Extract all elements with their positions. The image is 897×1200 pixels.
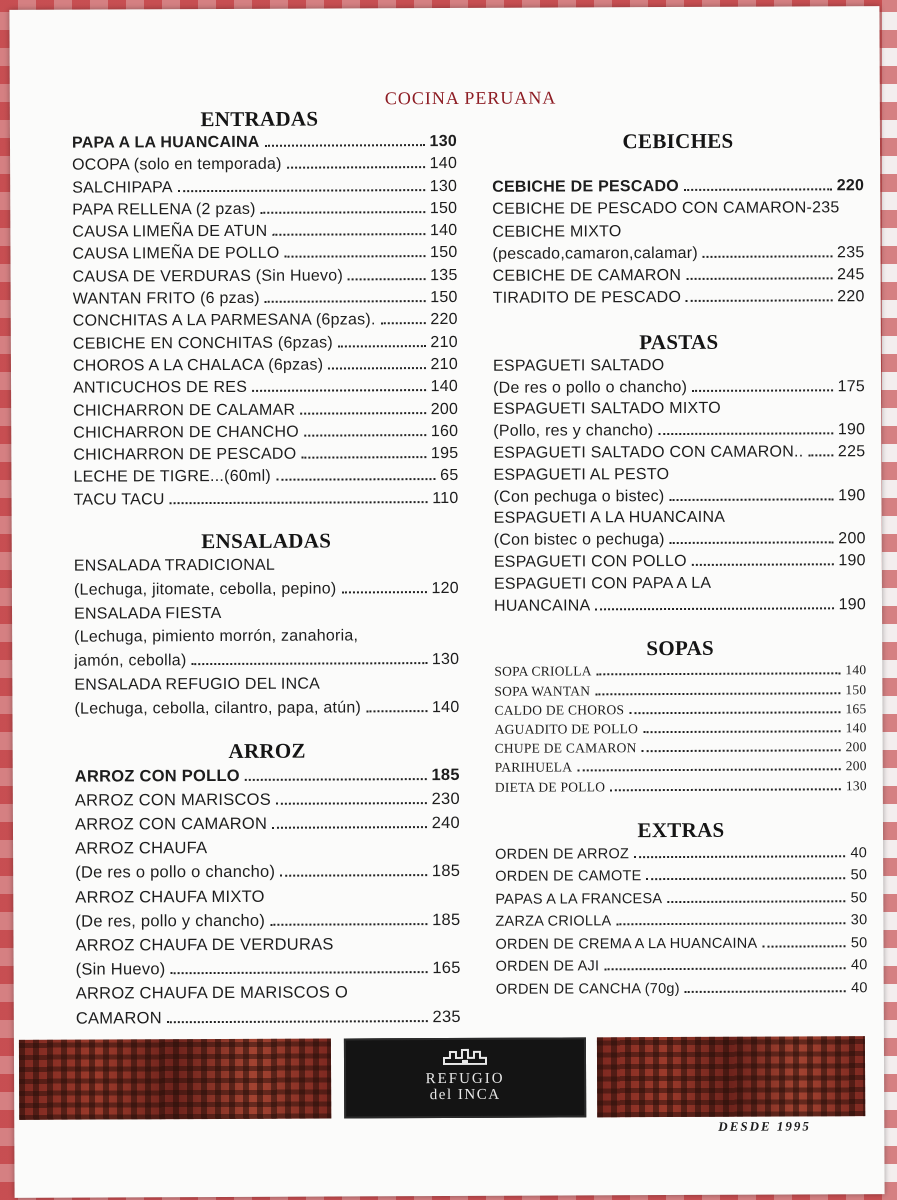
arroz-list (75, 763, 461, 1031)
leader-dots (366, 710, 427, 712)
item-name: ARROZ CON MARISCOS (74, 790, 272, 810)
item-name: (Lechuga, pimiento morrón, zanahoria, (74, 627, 359, 647)
item-name: TACU TACU (73, 490, 165, 509)
menu-item (495, 932, 867, 956)
leader-dots (577, 769, 840, 772)
item-price: 160 (430, 422, 459, 440)
menu-item (74, 696, 459, 721)
item-name: ARROZ CHAUFA (75, 839, 208, 858)
leader-dots (304, 434, 426, 437)
menu-item (495, 718, 867, 739)
item-price: 50 (850, 889, 868, 907)
item-name: ARROZ CON POLLO (74, 766, 240, 786)
menu-item (494, 550, 866, 573)
item-name: CHUPE DE CAMARON (494, 740, 637, 756)
item-name: CAUSA DE VERDURAS (Sin Huevo) (72, 267, 344, 286)
item-name: ESPAGUETI SALTADO (492, 356, 665, 375)
leader-dots (647, 878, 846, 881)
leader-dots (170, 501, 428, 504)
item-name: ESPAGUETI A LA HUANCAINA (493, 509, 726, 528)
item-name: ORDEN DE CAMOTE (495, 868, 642, 886)
menu-item (75, 884, 460, 910)
restaurant-logo (344, 1037, 586, 1118)
item-name: SALCHIPAPA (72, 178, 173, 197)
menu-item (75, 908, 460, 934)
right-column (492, 104, 868, 1001)
leader-dots (684, 188, 832, 191)
item-price: 220 (837, 288, 865, 306)
item-name: DIETA DE POLLO (494, 778, 606, 795)
menu-item (492, 220, 864, 244)
item-name: ENSALADA REFUGIO DEL INCA (74, 675, 321, 694)
leader-dots (597, 673, 841, 676)
leader-dots (272, 233, 425, 236)
item-name: CAUSA LIMEÑA DE ATUN (72, 222, 268, 241)
textile-banner-right (597, 1036, 865, 1117)
item-name: (De res o pollo o chancho) (75, 863, 276, 883)
menu-item (72, 131, 457, 155)
menu-item (494, 699, 866, 720)
item-name: CHOROS A LA CHALACA (6pzas) (72, 356, 324, 375)
entradas-list (72, 131, 459, 512)
item-name: OCOPA (solo en temporada) (72, 156, 282, 174)
item-name: ANTICUCHOS DE RES (73, 379, 248, 397)
item-name: PARIHUELA (494, 759, 573, 776)
leader-dots (301, 456, 425, 459)
item-name: ARROZ CON CAMARON (74, 814, 268, 834)
item-price: 150 (429, 199, 458, 217)
menu-item (75, 787, 460, 813)
menu-item (494, 572, 866, 595)
section-cebiches (492, 128, 865, 310)
menu-item (73, 399, 458, 423)
textile-banner-left (19, 1039, 331, 1120)
item-price: 165 (845, 700, 867, 717)
item-price: 140 (429, 155, 458, 173)
item-name: LECHE DE TIGRE...(60ml) (73, 468, 271, 487)
menu-item (75, 859, 460, 885)
left-column (72, 106, 461, 1031)
section-title: CEBICHES (622, 128, 734, 154)
menu-item (494, 594, 866, 617)
item-price: 140 (845, 662, 867, 678)
menu-item (493, 264, 865, 288)
item-name: CEBICHE DE PESCADO (492, 177, 679, 196)
menu-item (493, 485, 865, 508)
item-name: ARROZ CHAUFA MIXTO (75, 887, 265, 907)
menu-item (74, 624, 459, 649)
menu-item (74, 488, 459, 512)
item-price: 140 (845, 720, 867, 736)
item-price: 190 (838, 595, 867, 613)
menu-item (495, 864, 867, 888)
leader-dots (685, 990, 846, 993)
menu-item (495, 776, 867, 797)
item-price: 230 (431, 789, 460, 808)
item-name: ZARZA CRIOLLA (495, 913, 612, 931)
menu-item (73, 332, 458, 356)
menu-item (73, 421, 458, 445)
leader-dots (276, 479, 435, 482)
item-price: 210 (430, 333, 458, 351)
inca-emblem-icon (346, 1047, 584, 1071)
item-price: 120 (431, 579, 459, 597)
item-price: 190 (837, 421, 866, 439)
item-name: (De res, pollo y chancho) (75, 911, 266, 931)
item-price: 130 (431, 651, 460, 669)
menu-item (493, 463, 865, 486)
item-price: 190 (838, 486, 866, 504)
leader-dots (692, 389, 832, 392)
menu-item (493, 287, 865, 311)
menu-item (75, 811, 460, 837)
leader-dots (245, 778, 427, 781)
leader-dots (192, 662, 427, 665)
item-name: (Con bistec o pechuga) (493, 531, 665, 549)
menu-item (493, 354, 865, 377)
menu-item (495, 757, 867, 778)
menu-item (494, 661, 866, 682)
leader-dots (276, 802, 427, 805)
section-extras (495, 817, 868, 1001)
menu-item (494, 528, 866, 551)
sopas-list (494, 661, 867, 797)
leader-dots (643, 730, 841, 733)
menu-item (492, 242, 864, 266)
logo-line-2: del INCA (429, 1086, 501, 1104)
item-price: 245 (837, 266, 865, 284)
menu-item (492, 197, 864, 221)
menu-item (73, 376, 458, 400)
item-price: 235 (432, 1007, 461, 1026)
menu-item (493, 398, 865, 421)
menu-item (73, 309, 458, 333)
item-price: 140 (430, 378, 459, 396)
item-name: ORDEN DE CANCHA (70g) (495, 980, 680, 998)
leader-dots (265, 300, 425, 303)
leader-dots (381, 322, 426, 324)
item-price: 200 (430, 400, 459, 418)
menu-item (494, 680, 866, 701)
leader-dots (300, 412, 425, 415)
item-price: 130 (845, 777, 867, 793)
section-title: SOPAS (646, 636, 715, 661)
menu-item (75, 932, 460, 958)
leader-dots (686, 278, 832, 281)
item-name: CEBICHE EN CONCHITAS (6pzas) (72, 334, 333, 353)
item-price: 135 (430, 266, 458, 284)
menu-item (74, 601, 459, 626)
menu-item (73, 443, 458, 467)
item-price: 220 (836, 177, 865, 195)
menu-item (76, 956, 461, 982)
menu-item (492, 175, 864, 199)
menu-item (496, 977, 868, 1001)
menu-item (495, 909, 867, 933)
item-name: AGUADITO DE POLLO (494, 721, 639, 737)
leader-dots (669, 498, 833, 501)
menu-item (72, 242, 457, 266)
item-price: 50 (850, 934, 868, 952)
item-price: 175 (837, 377, 866, 395)
menu-item (76, 1005, 461, 1031)
item-price: 185 (431, 862, 461, 881)
item-price: 200 (845, 758, 867, 774)
item-name: PAPA RELLENA (2 pzas) (72, 200, 256, 219)
item-name: ESPAGUETI CON PAPA A LA (493, 574, 712, 593)
item-name: PAPA A LA HUANCAINA (71, 133, 260, 152)
item-name: ORDEN DE ARROZ (495, 845, 630, 863)
item-price: 30 (850, 912, 868, 929)
ensaladas-list (74, 553, 460, 721)
section-arroz (75, 738, 461, 1031)
menu-item (493, 441, 865, 464)
item-price: 220 (430, 311, 458, 329)
leader-dots (667, 900, 845, 903)
menu-heading: COCINA PERUANA (384, 87, 557, 109)
leader-dots (348, 278, 425, 280)
leader-dots (341, 591, 426, 593)
leader-dots (178, 189, 425, 192)
item-name: (Pollo, res y chancho) (493, 422, 654, 440)
item-name: CALDO DE CHOROS (494, 701, 625, 718)
item-name: WANTAN FRITO (6 pzas) (72, 289, 260, 308)
item-name: ORDEN DE CREMA A LA HUANCAINA (495, 935, 758, 953)
item-name: (Sin Huevo) (75, 960, 166, 979)
item-price: 40 (850, 957, 868, 974)
item-price: 210 (430, 355, 459, 374)
leader-dots (634, 855, 845, 858)
item-price: 165 (432, 959, 461, 978)
item-name: (Con pechuga o bistec) (493, 487, 665, 506)
item-price: 110 (432, 489, 459, 507)
item-name: CEBICHE DE PESCADO CON CAMARON-235 (492, 199, 840, 219)
item-name: CEBICHE DE CAMARON (492, 267, 682, 285)
section-pastas (493, 329, 866, 617)
menu-item (495, 737, 867, 758)
item-name: CAMARON (75, 1008, 162, 1028)
item-price: 185 (431, 765, 460, 784)
item-name: (Lechuga, cebolla, cilantro, papa, atún) (74, 699, 362, 718)
section-title: ARROZ (228, 738, 306, 763)
item-name: (De res o pollo o chancho) (493, 378, 688, 397)
item-name: ESPAGUETI AL PESTO (493, 465, 670, 484)
item-price: 200 (845, 739, 867, 755)
leader-dots (252, 389, 426, 392)
leader-dots (659, 432, 833, 435)
since-year: DESDE 1995 (718, 1118, 811, 1134)
leader-dots (596, 607, 834, 610)
item-name: ARROZ CHAUFA DE MARISCOS O (75, 983, 349, 1004)
leader-dots (808, 454, 833, 456)
item-price: 130 (429, 177, 458, 195)
leader-dots (285, 256, 425, 259)
item-name: CHICHARRON DE CHANCHO (73, 423, 299, 442)
item-name: CHICHARRON DE CALAMAR (73, 401, 296, 420)
menu-item (74, 672, 459, 697)
item-name: SOPA CRIOLLA (494, 663, 592, 680)
menu-item (75, 763, 460, 789)
item-name: TIRADITO DE PESCADO (492, 289, 682, 308)
leader-dots (328, 367, 425, 369)
item-name: ESPAGUETI SALTADO CON CAMARON.. (493, 443, 804, 462)
menu-item (76, 980, 461, 1006)
leader-dots (616, 923, 845, 926)
item-name: SOPA WANTAN (494, 682, 591, 699)
item-name: CHICHARRON DE PESCADO (73, 445, 297, 464)
item-price: 190 (838, 552, 866, 570)
section-sopas (494, 636, 867, 797)
leader-dots (270, 923, 427, 926)
leader-dots (280, 875, 427, 878)
item-price: 195 (430, 445, 459, 463)
leader-dots (170, 971, 427, 974)
item-name: CAUSA LIMEÑA DE POLLO (72, 245, 280, 264)
item-name: ARROZ CHAUFA DE VERDURAS (75, 935, 334, 955)
item-name: CEBICHE MIXTO (492, 222, 622, 241)
menu-item (74, 553, 459, 578)
leader-dots (629, 711, 840, 714)
leader-dots (167, 1020, 428, 1023)
menu-item (73, 354, 458, 378)
section-title: PASTAS (639, 329, 719, 354)
item-price: 200 (838, 530, 866, 548)
leader-dots (265, 144, 425, 147)
item-price: 140 (429, 222, 458, 240)
item-price: 130 (429, 132, 458, 151)
logo-line-1: REFUGIO (425, 1070, 505, 1088)
item-name: ENSALADA FIESTA (74, 604, 222, 623)
item-price: 50 (850, 867, 868, 884)
item-price: 140 (431, 698, 460, 716)
leader-dots (287, 166, 425, 169)
menu-item (74, 577, 459, 602)
menu-item (72, 198, 457, 222)
leader-dots (642, 749, 841, 752)
leader-dots (595, 692, 840, 695)
item-name: (pescado,camaron,calamar) (492, 244, 698, 263)
item-price: 150 (429, 244, 458, 262)
menu-item (493, 419, 865, 442)
menu-item (74, 648, 459, 673)
item-name: jamón, cebolla) (74, 652, 187, 670)
item-name: ESPAGUETI SALTADO MIXTO (493, 400, 721, 419)
menu-sheet (9, 6, 884, 1198)
leader-dots (762, 945, 845, 947)
pastas-list (493, 354, 866, 617)
cebiches-list (492, 175, 865, 310)
menu-item (73, 265, 458, 289)
leader-dots (692, 563, 834, 566)
leader-dots (338, 345, 425, 347)
section-title: ENSALADAS (201, 528, 332, 554)
item-name: ENSALADA TRADICIONAL (73, 556, 276, 575)
item-price: 150 (845, 681, 867, 697)
section-title: EXTRAS (637, 817, 725, 842)
menu-item (75, 835, 460, 861)
item-price: 150 (430, 289, 458, 307)
leader-dots (604, 968, 846, 971)
leader-dots (261, 211, 425, 214)
section-entradas (72, 106, 459, 512)
section-ensaladas (74, 528, 460, 721)
leader-dots (610, 788, 841, 791)
menu-item (72, 176, 457, 200)
menu-item (72, 220, 457, 244)
item-price: 240 (431, 813, 461, 833)
item-name: CONCHITAS A LA PARMESANA (6pzas). (72, 311, 376, 331)
item-price: 40 (851, 979, 868, 997)
item-name: (Lechuga, jitomate, cebolla, pepino) (73, 580, 337, 599)
item-name: HUANCAINA (493, 596, 591, 615)
item-name: PAPAS A LA FRANCESA (495, 890, 663, 908)
menu-item (73, 287, 458, 311)
menu-item (493, 376, 865, 399)
item-price: 235 (836, 244, 865, 262)
menu-item (72, 153, 457, 177)
menu-item (73, 465, 458, 489)
leader-dots (670, 541, 834, 544)
leader-dots (272, 826, 427, 829)
leader-dots (686, 300, 832, 303)
menu-item (494, 507, 866, 530)
item-price: 40 (850, 844, 868, 862)
leader-dots (703, 255, 832, 258)
item-price: 225 (837, 443, 866, 461)
menu-item (496, 954, 868, 978)
item-price: 65 (440, 467, 459, 485)
menu-item (495, 842, 867, 866)
menu-item (495, 887, 867, 911)
item-price: 185 (432, 910, 461, 929)
section-title: ENTRADAS (200, 106, 319, 132)
item-name: ORDEN DE AJI (495, 958, 600, 976)
extras-list (495, 842, 868, 1001)
item-name: ESPAGUETI CON POLLO (493, 552, 687, 571)
